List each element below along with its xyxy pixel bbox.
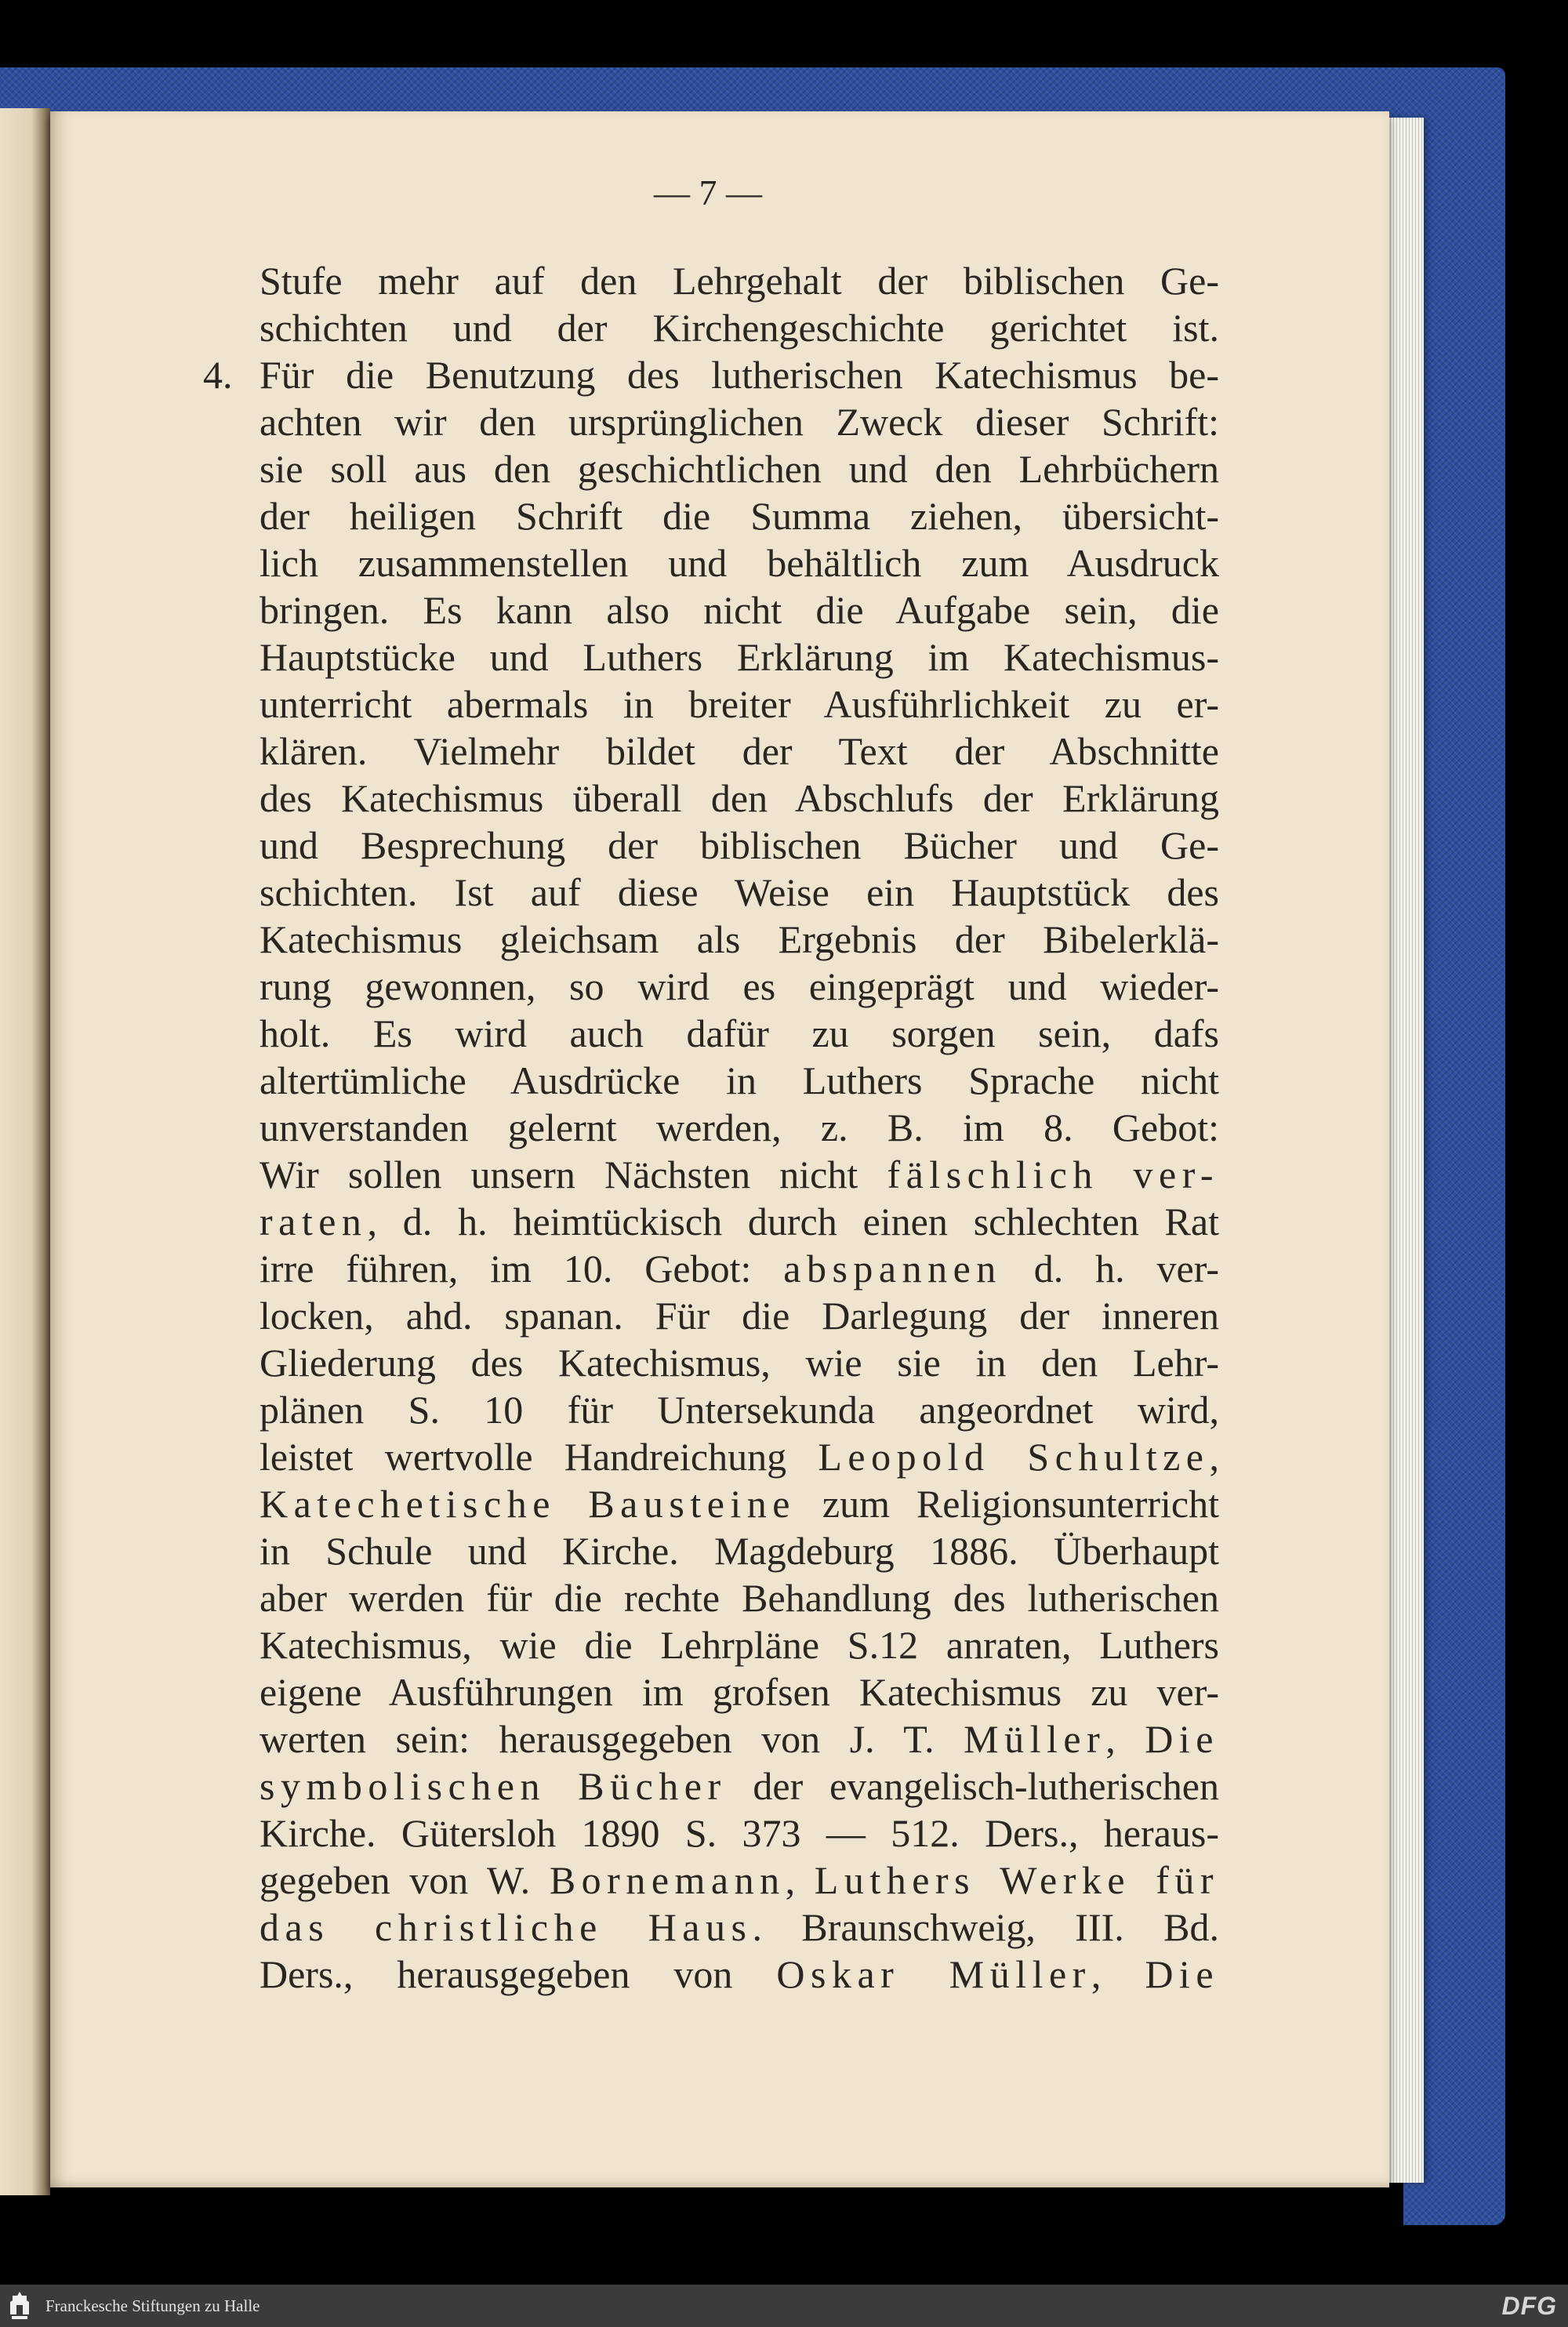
text-line (260, 1386, 1219, 1433)
dfg-logo: DFG (1501, 2292, 1557, 2320)
footer-bar (0, 2285, 1568, 2327)
item-number-marker: 4. (203, 353, 233, 397)
line-text: gegeben von W. (260, 1858, 550, 1902)
line-text: , d. h. heimtückisch durch einen schlechten Rat (367, 1200, 1219, 1243)
line-text: der heiligen Schrift die Summa ziehen, übersicht- (260, 494, 1219, 538)
text-line (260, 963, 1219, 1010)
text-line (260, 916, 1219, 963)
line-text: Kirche. Gütersloh 1890 S. 373 — 512. Ders., heraus- (260, 1811, 1219, 1855)
spaced-emphasis-text: Die (1145, 1952, 1219, 1996)
text-line (260, 1292, 1219, 1339)
text-line (260, 539, 1219, 586)
line-text: unverstanden gelernt werden, z. B. im 8. Gebot: (260, 1105, 1219, 1149)
line-text: locken, ahd. spanan. Für die Darlegung der inneren (260, 1294, 1219, 1338)
facing-page-edge (0, 108, 50, 2195)
text-line (260, 681, 1219, 728)
text-line (260, 1715, 1219, 1762)
line-text: . Braunschweig, III. Bd. (752, 1905, 1219, 1949)
text-line (260, 445, 1219, 492)
body-text (260, 257, 1219, 1998)
line-text: Gliederung des Katechismus, wie sie in den Lehr- (260, 1341, 1219, 1385)
line-text: schichten. Ist auf diese Weise ein Hauptstück des (260, 870, 1219, 914)
line-text: achten wir den ursprünglichen Zweck dieser Schrift: (260, 400, 1219, 444)
line-text: unterricht abermals in breiter Ausführlichkeit zu er- (260, 682, 1219, 726)
text-line (260, 1010, 1219, 1057)
line-text: Katechismus, wie die Lehrpläne S.12 anraten, Luthers (260, 1623, 1219, 1667)
spaced-emphasis-text: Bornemann (549, 1858, 786, 1902)
line-text: altertümliche Ausdrücke in Luthers Sprache nicht (260, 1058, 1219, 1102)
line-text: lich zusammenstellen und behältlich zum Ausdruck (260, 541, 1219, 585)
text-line (260, 1904, 1219, 1951)
text-line (260, 351, 1219, 398)
text-line (260, 1857, 1219, 1904)
line-text: d. h. ver- (1001, 1247, 1219, 1291)
text-line (260, 1527, 1219, 1574)
page-number: — 7 — (654, 172, 762, 212)
line-text: sie soll aus den geschichtlichen und den Lehrbüchern (260, 447, 1219, 491)
text-line (260, 1198, 1219, 1245)
line-text: werten sein: herausgegeben von J. T. (260, 1717, 964, 1761)
text-line (260, 1574, 1219, 1621)
line-text: Wir sollen unsern Nächsten nicht (260, 1153, 887, 1196)
institution-name: Franckesche Stiftungen zu Halle (45, 2296, 260, 2315)
text-line (260, 1104, 1219, 1151)
line-text: , (1091, 1952, 1145, 1996)
text-line (260, 728, 1219, 775)
line-text: eigene Ausführungen im grofsen Katechismus zu ver- (260, 1670, 1219, 1714)
spaced-emphasis-text: Leopold Schultze (818, 1435, 1210, 1479)
text-line (260, 492, 1219, 539)
line-text: Hauptstücke und Luthers Erklärung im Katechismus- (260, 635, 1219, 679)
text-line (260, 869, 1219, 916)
line-text: holt. Es wird auch dafür zu sorgen sein, dafs (260, 1011, 1219, 1055)
spaced-emphasis-text: abspannen (783, 1247, 1002, 1291)
text-line (260, 1621, 1219, 1668)
line-text: Katechismus gleichsam als Ergebnis der Bibelerklä- (260, 917, 1219, 961)
spaced-emphasis-text: Oskar Müller (776, 1952, 1091, 1996)
line-text: der evangelisch-lutherischen (726, 1764, 1219, 1808)
line-text: Für die Benutzung des lutherischen Katechismus be- (260, 353, 1219, 397)
spaced-emphasis-text: Luthers Werke für (814, 1858, 1219, 1902)
text-line (260, 1480, 1219, 1527)
text-line (260, 586, 1219, 633)
line-text: Ders., herausgegeben von (260, 1952, 777, 1996)
text-line (260, 1339, 1219, 1386)
spaced-emphasis-text: Die (1145, 1717, 1219, 1761)
line-text: leistet wertvolle Handreichung (260, 1435, 818, 1479)
text-line (260, 1762, 1219, 1810)
line-text: bringen. Es kann also nicht die Aufgabe sein, die (260, 588, 1219, 632)
spaced-emphasis-text: raten (260, 1200, 368, 1243)
text-line (260, 633, 1219, 681)
line-text: rung gewonnen, so wird es eingeprägt und wieder- (260, 964, 1219, 1008)
line-text: klären. Vielmehr bildet der Text der Abschnitte (260, 729, 1219, 773)
text-line (260, 1245, 1219, 1292)
text-line (260, 775, 1219, 822)
line-text: , (1209, 1435, 1219, 1479)
line-text: aber werden für die rechte Behandlung des lutherischen (260, 1576, 1219, 1620)
line-text: plänen S. 10 für Untersekunda angeordnet wird, (260, 1388, 1219, 1432)
text-line (260, 1433, 1219, 1480)
text-line (260, 1057, 1219, 1104)
line-text: irre führen, im 10. Gebot: (260, 1247, 784, 1291)
line-text: Stufe mehr auf den Lehrgehalt der biblischen Ge- (260, 259, 1219, 303)
crest-icon (9, 2291, 30, 2321)
text-line (260, 1151, 1219, 1198)
page-stack-edges (1388, 118, 1424, 2183)
line-text: schichten und der Kirchengeschichte gerichtet ist. (260, 306, 1219, 350)
spaced-emphasis-text: Katechetische Bausteine (260, 1482, 796, 1526)
spaced-emphasis-text: symbolischen Bücher (260, 1764, 727, 1808)
text-line (260, 398, 1219, 445)
line-text: zum Religionsunterricht (796, 1482, 1219, 1526)
line-text: , (785, 1858, 815, 1902)
line-text: und Besprechung der biblischen Bücher und Ge- (260, 823, 1219, 867)
line-text: des Katechismus überall den Abschlufs der Erklärung (260, 776, 1219, 820)
line-text: in Schule und Kirche. Magdeburg 1886. Überhaupt (260, 1529, 1219, 1573)
spaced-emphasis-text: fälschlich ver- (887, 1153, 1219, 1196)
line-text: , (1105, 1717, 1145, 1761)
text-line (260, 1951, 1219, 1998)
text-line (260, 822, 1219, 869)
spaced-emphasis-text: das christliche Haus (260, 1905, 753, 1949)
text-line (260, 1810, 1219, 1857)
text-line (260, 257, 1219, 304)
text-line (260, 1668, 1219, 1715)
text-line (260, 304, 1219, 351)
spaced-emphasis-text: Müller (964, 1717, 1106, 1761)
